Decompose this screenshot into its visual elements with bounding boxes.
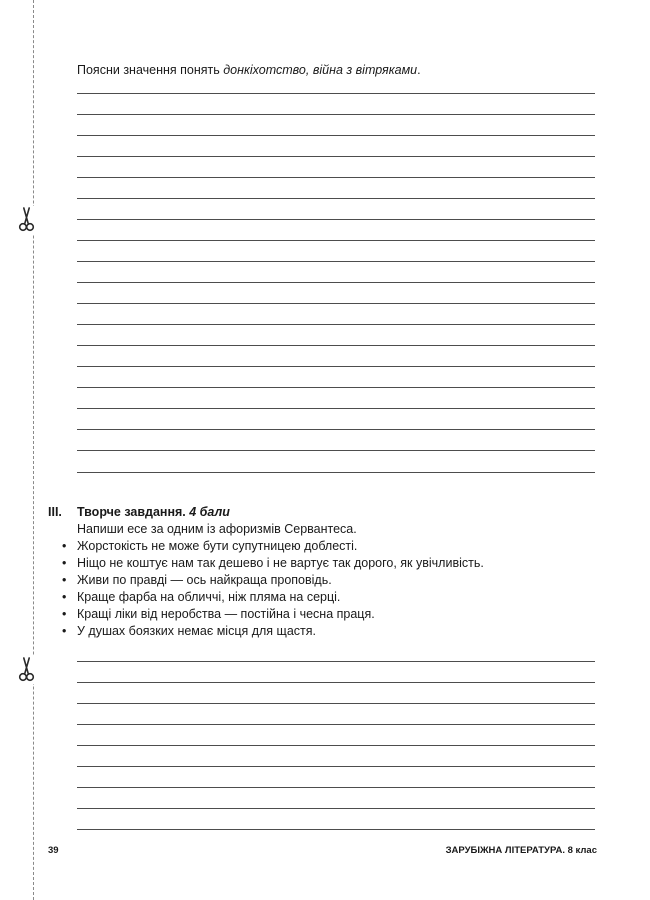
list-item: [62, 589, 484, 606]
writing-line[interactable]: [77, 324, 595, 325]
writing-line[interactable]: [77, 282, 595, 283]
writing-line[interactable]: [77, 240, 595, 241]
writing-line[interactable]: [77, 261, 595, 262]
writing-line[interactable]: [77, 745, 595, 746]
section-title: Творче завдання.: [77, 505, 186, 519]
bullet-icon: •: [62, 607, 67, 621]
prompt-end: .: [417, 63, 421, 77]
writing-line[interactable]: [77, 408, 595, 409]
writing-line[interactable]: [77, 345, 595, 346]
bullet-icon: •: [62, 590, 67, 604]
prompt-terms: донкіхотство, війна з вітряками: [223, 63, 418, 77]
writing-line[interactable]: [77, 808, 595, 809]
writing-line[interactable]: [77, 303, 595, 304]
writing-line[interactable]: [77, 829, 595, 830]
writing-line[interactable]: [77, 724, 595, 725]
section-points: 4 бали: [189, 505, 230, 519]
scissors-icon: [16, 656, 36, 684]
bullet-icon: •: [62, 624, 67, 638]
task-text: Напиши есе за одним із афоризмів Сервантеса.: [77, 522, 357, 536]
writing-line[interactable]: [77, 177, 595, 178]
running-title: ЗАРУБІЖНА ЛІТЕРАТУРА. 8 клас: [445, 845, 597, 856]
writing-line[interactable]: [77, 661, 595, 662]
bullet-icon: •: [62, 556, 67, 570]
bullet-icon: •: [62, 573, 67, 587]
scissors-icon: [16, 206, 36, 234]
list-item: [62, 623, 484, 640]
prompt-text: Поясни значення понять: [77, 63, 224, 77]
writing-line[interactable]: [77, 766, 595, 767]
cut-line: [33, 0, 34, 900]
writing-line[interactable]: [77, 682, 595, 683]
list-item: [62, 606, 484, 623]
writing-line[interactable]: [77, 114, 595, 115]
bullet-icon: •: [62, 539, 67, 553]
aphorism-text: Краще фарба на обличчі, ніж пляма на серці.: [77, 590, 341, 604]
list-item: [62, 538, 484, 555]
writing-line[interactable]: [77, 450, 595, 451]
writing-line[interactable]: [77, 387, 595, 388]
question-prompt: [77, 62, 421, 78]
aphorism-text: Ніщо не коштує нам так дешево і не вартує так дорого, як увічливість.: [77, 556, 484, 570]
aphorism-text: Кращі ліки від неробства — постійна і чесна праця.: [77, 607, 375, 621]
aphorism-text: У душах боязких немає місця для щастя.: [77, 624, 317, 638]
section-number: III.: [48, 505, 62, 519]
writing-line[interactable]: [77, 429, 595, 430]
page-number: 39: [48, 845, 59, 856]
writing-line[interactable]: [77, 703, 595, 704]
list-item: [62, 572, 484, 589]
aphorism-list: [62, 538, 484, 640]
section-heading: [77, 504, 230, 520]
aphorism-text: Жорстокість не може бути супутницею доблесті.: [77, 539, 358, 553]
aphorism-text: Живи по правді — ось найкраща проповідь.: [77, 573, 332, 587]
writing-line[interactable]: [77, 787, 595, 788]
writing-line[interactable]: [77, 366, 595, 367]
writing-line[interactable]: [77, 198, 595, 199]
writing-line[interactable]: [77, 219, 595, 220]
list-item: [62, 555, 484, 572]
writing-line[interactable]: [77, 135, 595, 136]
writing-line[interactable]: [77, 156, 595, 157]
writing-line[interactable]: [77, 472, 595, 473]
writing-line[interactable]: [77, 93, 595, 94]
